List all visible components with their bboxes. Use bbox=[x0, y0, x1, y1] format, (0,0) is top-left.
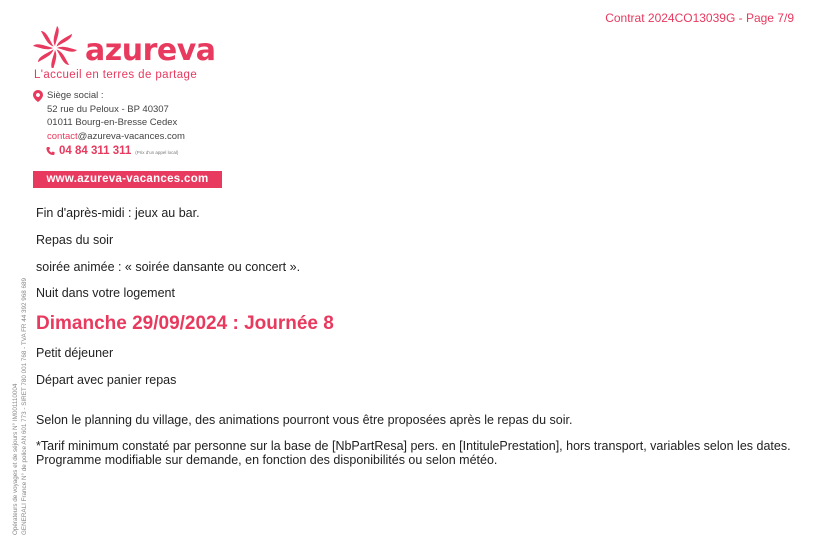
email-domain: @azureva-vacances.com bbox=[77, 130, 185, 142]
tariff-footnote: *Tarif minimum constaté par personne sur la base de [NbPartResa] pers. en [IntitulePrestation], hors transport, variables selon les dates. Programme modifiable sur demande, en fonction des disponibilités ou selon météo. bbox=[36, 439, 791, 467]
program-item: Départ avec panier repas bbox=[36, 373, 177, 387]
program-item: soirée animée : « soirée dansante ou concert ». bbox=[36, 260, 301, 274]
program-item: Nuit dans votre logement bbox=[36, 286, 175, 300]
swirl-logo-icon bbox=[33, 24, 81, 68]
address-line-2: 01011 Bourg-en-Bresse Cedex bbox=[47, 117, 178, 129]
location-pin-icon bbox=[33, 90, 43, 102]
program-item: Repas du soir bbox=[36, 233, 114, 247]
legal-side-text bbox=[12, 278, 29, 535]
program-item: Fin d'après-midi : jeux au bar. bbox=[36, 206, 200, 220]
website-link[interactable]: www.azureva-vacances.com bbox=[33, 171, 222, 188]
phone-number[interactable]: 04 84 311 311 bbox=[59, 145, 132, 158]
day-heading: Dimanche 29/09/2024 : Journée 8 bbox=[36, 313, 334, 334]
address-line-1: 52 rue du Peloux - BP 40307 bbox=[47, 103, 169, 115]
legal-line-2: GENERALI France N° de police AN 601 773 - SIRET 780 001 768 - TVA FR 44 392 968 689 bbox=[20, 278, 28, 535]
brand-tagline: L'accueil en terres de partage bbox=[34, 69, 198, 81]
email-link[interactable] bbox=[33, 130, 185, 144]
phone-note: (Prix d'un appel local) bbox=[135, 150, 179, 156]
phone-row bbox=[33, 145, 185, 160]
program-note: Selon le planning du village, des animations pourront vous être proposées après le repas du soir. bbox=[36, 413, 573, 427]
brand-name: azureva bbox=[85, 33, 216, 68]
contact-block bbox=[33, 89, 185, 160]
contact-label: Siège social : bbox=[47, 90, 104, 101]
phone-icon bbox=[46, 146, 55, 156]
contract-reference: Contrat 2024CO13039G - Page 7/9 bbox=[605, 11, 794, 25]
legal-line-1: Opérateurs de voyages et de séjours N° IM001110004 bbox=[12, 383, 19, 535]
email-prefix: contact bbox=[47, 130, 78, 142]
program-item: Petit déjeuner bbox=[36, 346, 114, 360]
